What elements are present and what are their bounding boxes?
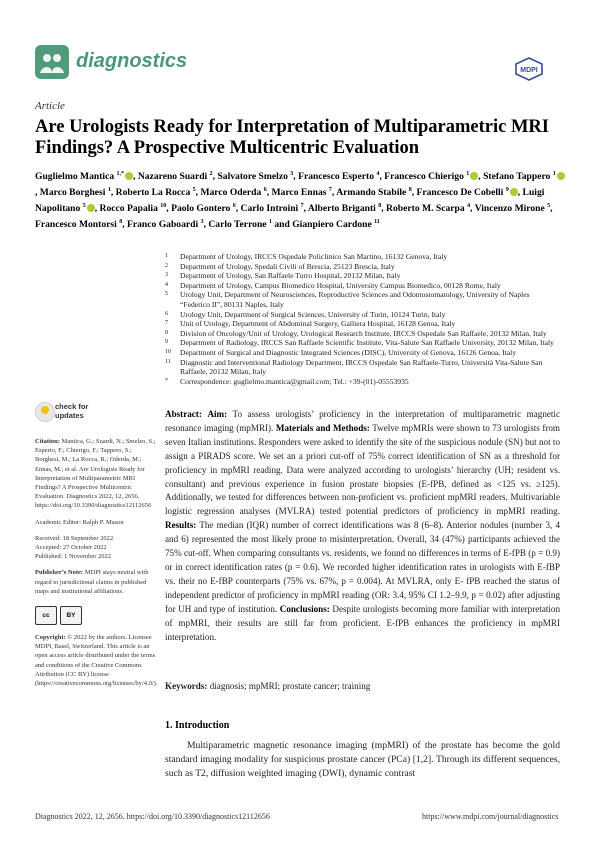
check-for-updates-badge[interactable] — [35, 402, 95, 422]
author — [35, 219, 122, 230]
affiliation-row — [165, 358, 560, 377]
affiliation-number: 5 — [165, 291, 168, 298]
keywords-label: Keywords: — [165, 681, 208, 691]
author-affiliation-marker: 3 — [290, 171, 294, 177]
affiliation-number: 7 — [165, 320, 168, 327]
affiliation-row — [165, 329, 560, 339]
author-name: Vincenzo Mirone — [474, 203, 545, 215]
footer-citation: Diagnostics 2022, 12, 2656. https://doi.org/10.3390/diagnostics12112656 — [35, 812, 270, 821]
cc-icon: cc — [35, 606, 57, 625]
published-date: Published: 1 November 2022 — [35, 553, 112, 561]
check-updates-line1: check for — [55, 402, 89, 411]
affiliation-number: 11 — [165, 358, 171, 365]
author-name: Paolo Gontero — [171, 203, 231, 215]
affiliation-number: 3 — [165, 272, 168, 279]
author — [241, 203, 304, 214]
author-name: Luigi Napolitano — [35, 187, 545, 215]
aim-label: Aim: — [207, 409, 228, 419]
affiliation-text: Correspondence: guglielmo.mantica@gmail.com; Tel.: +39-(01)-05553935 — [180, 376, 409, 386]
author-affiliation-marker: 10 — [160, 202, 167, 209]
results-text: The median (IQR) number of correct identifications was 8 (6–8). Anterior nodules (number 3, 4 and 6) represented the most likely prone to misinterpretation. Overall, 34 (47%) participants achieved the 75% cut-off. When comparing consultants vs. residents, we found no differences in terms of E-fPB (p = 0.9) or in correct identification rates (p = 0.6). We recorded higher identification rates in urologists with E-fBP vs. their no E-fBP counterparts (75% vs. 67%, p = 0.004). At MVLRA, only E- fPB reached the status of independent predictor of proficiency in mpMRI reading (OR: 3.4, 95% CI 1.2–9.9, p = 0.02) after adjusting for UH and type of institution. — [165, 520, 560, 614]
abstract-label: Abstract: — [165, 409, 202, 419]
author-name: Roberto La Rocca — [115, 187, 191, 199]
aim-text: To assess urologists’ proficiency in the interpretation of multiparametric magnetic resonance imaging (mpMRI). — [165, 409, 560, 433]
affiliation-row — [165, 310, 560, 320]
author-affiliation-marker: 7 — [300, 202, 304, 209]
author — [308, 203, 381, 214]
author — [292, 219, 380, 230]
affiliation-row — [165, 348, 560, 358]
conclusions-label: Conclusions: — [279, 603, 330, 614]
author-name: Armando Stabile — [336, 187, 407, 199]
keywords — [165, 680, 560, 693]
affiliation-row — [165, 319, 560, 329]
affiliation-text: Department of Urology, Campus Biomedico Hospital, University Campus Biomedico, 00128 Rome, Italy — [180, 280, 501, 290]
author — [217, 171, 293, 182]
paper-title: Are Urologists Ready for Interpretation of Multiparametric MRI Findings? A Prospective Multicentric Evaluation — [35, 117, 549, 158]
author-list: Guglielmo Mantica $^{1,*}$ , Nazareno Suardi $^2$, Salvatore Smelzo $^3$, Francesco Esperto $^4$, Francesco Chierigo $^1$ , Stefano Tappero $^1$, Marco Borghesi $^1$, Roberto La Rocca $^5$, Marco Oderda $^6$, Marco Ennas $^7$, Armando Stabile $^8$, Francesco De Cobelli $^9$ , Luigi Napolitano $^5$ , Rocco Papalia $^{10}$, Paolo Gontero $^6$, Carlo Introini $^7$, Alberto Briganti $^8$, Roberto M. Scarpa $^4$, Vincenzo Mirone $^5$, Francesco Montorsi $^8$, Franco Gaboardi $^3$, Carlo Terrone $^1$ and Gianpiero Cardone $^{11}$ — [35, 168, 565, 232]
affiliation-row — [165, 252, 560, 262]
author — [208, 219, 272, 230]
author-name: Marco Oderda — [200, 187, 262, 199]
author-affiliation-marker: 1 — [107, 186, 111, 193]
check-updates-icon — [35, 402, 55, 422]
publisher-note-label: Publisher’s Note: — [35, 569, 84, 577]
author — [336, 187, 412, 198]
mdpi-logo — [514, 57, 544, 81]
affiliation-text: Department of Surgical and Diagnostic Integrated Sciences (DISC), University of Genova, 16126 Genoa, Italy — [180, 347, 517, 357]
author-name: Francesco De Cobelli — [416, 187, 504, 199]
author-name: Franco Gaboardi — [127, 219, 199, 231]
author-name: Francesco Chierigo — [384, 171, 464, 183]
keywords-text: diagnosis; mpMRI; prostate cancer; training — [209, 681, 371, 691]
author — [100, 203, 167, 214]
affiliations — [165, 252, 560, 386]
cc-by-license-icon[interactable] — [35, 606, 157, 625]
author-affiliation-marker: 11 — [374, 218, 380, 225]
author-affiliation-marker: 5 — [547, 202, 551, 209]
copyright-label: Copyright: — [35, 634, 66, 642]
author-name: Nazareno Suardi — [137, 171, 208, 183]
author-name: Stefano Tappero — [483, 171, 551, 183]
author-affiliation-marker: 3 — [200, 218, 204, 225]
affiliation-number: 10 — [165, 348, 171, 355]
orcid-icon[interactable] — [510, 188, 518, 196]
author — [416, 187, 517, 198]
section-heading: 1. Introduction — [165, 720, 230, 731]
article-type: Article — [35, 100, 65, 112]
citation-text: Mantica, G.; Suardi, N.; Smelzo, S.; Esperto, F.; Chierigo, F.; Tappero, S.; Borghesi, M.; La Rocca, R.; Oderda, M.; Ennas, M.; et al. Are Urologists Ready for Interpretation of Multiparametric MRI Findings? A Prospective Multicentric Evaluation. Diagnostics 2022, 12, 2656. https://doi.org/10.3390/diagnostics12112656 — [35, 438, 156, 510]
author-affiliation-marker: 2 — [209, 171, 213, 177]
citation-label: Citation: — [35, 438, 60, 445]
affiliation-text: Department of Radiology, IRCCS San Raffaele Scientific Institute, Vita-Salute San Raffaele University, 20132 Milan, Italy — [180, 338, 554, 348]
author-name: Roberto M. Scarpa — [386, 203, 465, 215]
author-affiliation-marker: 4 — [467, 202, 471, 209]
author-name: Francesco Montorsi — [35, 219, 117, 231]
author — [272, 187, 332, 198]
affiliation-text: Department of Urology, San Raffaele Turro Hospital, 20132 Milan, Italy — [180, 271, 401, 281]
author-affiliation-marker: 1 — [552, 171, 556, 177]
author-affiliation-marker: 1 — [466, 171, 470, 177]
publisher-note-text: MDPI stays neutral with regard to jurisdictional claims in published maps and institutional affiliations. — [35, 569, 149, 595]
author — [384, 171, 478, 182]
affiliation-number: 1 — [165, 253, 168, 259]
author — [40, 187, 111, 198]
orcid-icon[interactable] — [470, 172, 478, 180]
author — [386, 203, 470, 214]
affiliation-number: 9 — [165, 339, 168, 346]
by-icon: BY — [60, 606, 82, 625]
author-name: Rocco Papalia — [99, 203, 158, 215]
copyright-text: © 2022 by the authors. Licensee MDPI, Basel, Switzerland. This article is an open access article distributed under the terms and conditions of the Creative Commons Attribution (CC BY) license (https://creativecommons.org/licenses/by/4.0/). — [35, 634, 158, 688]
author-affiliation-marker: 6 — [263, 186, 267, 193]
abstract — [165, 408, 560, 644]
author-affiliation-marker: 8 — [378, 202, 382, 209]
affiliation-row — [165, 377, 560, 387]
publisher-note — [35, 568, 157, 596]
introduction-paragraph: Multiparametric magnetic resonance imaging (mpMRI) of the prostate has become the gold standard imaging modality for suspicious prostate cancer (PCa) [1,2]. Through its different sequences, such as T2, diffusion weighted imaging (DWI), dynamic contrast — [165, 740, 560, 779]
author — [127, 219, 204, 230]
footer-journal-link[interactable]: https://www.mdpi.com/journal/diagnostics — [422, 812, 559, 821]
orcid-icon[interactable] — [557, 172, 565, 180]
affiliation-text: Urology Unit, Department of Neurosciences, Reproductive Sciences and Odontostomatology, University of Naples “Federico II”, 80131 Naples, Italy — [180, 290, 530, 309]
journal-name: diagnostics — [76, 50, 188, 72]
methods-text: Twelve mpMRIs were shown to 73 urologists from seven Italian institutions. Responders were asked to identify the site of the suspicious nodule (SN) but not to assign a PIRADS score. We set an a priori cut-off of 75% correct identification of SN as a threshold for proficiency in mpMRI reading. Data were analyzed according to urologists’ hierarchy (UH; resident vs. consultant) and previous experience in fusion prostate biopsies (E-fPB, defined as <125 vs. ≥125). Additionally, we tested for differences between non-proficient vs. proficient mpMRI readers. Multivariable logistic regression analyses (MVLRA) tested potential predictors of proficiency in mpMRI reading. — [165, 422, 560, 517]
author-name: Guglielmo Mantica — [35, 171, 115, 183]
affiliation-row — [165, 290, 560, 309]
author-affiliation-marker: 5 — [192, 186, 196, 193]
orcid-icon[interactable] — [125, 172, 133, 180]
accepted-date: Accepted: 27 October 2022 — [35, 544, 107, 552]
results-label: Results: — [165, 520, 197, 531]
author-affiliation-marker: 7 — [328, 186, 332, 193]
affiliation-row — [165, 338, 560, 348]
author — [483, 171, 565, 182]
author — [35, 171, 133, 182]
academic-editor: Academic Editor: Ralph P. Mason — [35, 518, 124, 526]
author-name: Marco Borghesi — [39, 187, 106, 199]
orcid-icon[interactable] — [87, 204, 95, 212]
affiliation-text: Division of Oncology/Unit of Urology, Urological Research Institute, IRCCS Ospedale San Raffaele, 20132 Milan, Italy — [180, 328, 547, 338]
author — [475, 203, 550, 214]
author-affiliation-marker: 8 — [408, 186, 412, 193]
affiliation-text: Department of Urology, IRCCS Ospedale Policlinico San Martino, 16132 Genova, Italy — [180, 252, 448, 261]
article-info-sidebar — [35, 437, 157, 695]
affiliation-number: * — [165, 377, 168, 384]
affiliation-row — [165, 271, 560, 281]
author-name: Alberto Briganti — [307, 203, 376, 215]
affiliation-number: 2 — [165, 262, 168, 269]
copyright — [35, 633, 157, 688]
publisher-label: MDPI — [520, 67, 538, 74]
author — [298, 171, 379, 182]
affiliation-number: 8 — [165, 329, 168, 336]
received-date: Received: 18 September 2022 — [35, 534, 114, 542]
author-affiliation-marker: 1,* — [116, 171, 125, 177]
methods-label: Materials and Methods: — [275, 422, 370, 433]
author-name: Francesco Esperto — [298, 171, 375, 183]
affiliation-number: 6 — [165, 310, 168, 317]
author — [171, 203, 236, 214]
author-name: Carlo Introini — [240, 203, 299, 215]
author-affiliation-marker: 1 — [268, 218, 272, 225]
affiliation-text: Urology Unit, Department of Surgical Sciences, University of Turin, 10124 Turin, Italy — [180, 309, 446, 319]
affiliation-text: Diagnostic and Interventional Radiology Department, IRCCS Ospedale San Raffaele-Turro, Università Vita-Salute San Raffaele, 20132 Milan, Italy — [180, 357, 543, 377]
affiliation-number: 4 — [165, 281, 168, 288]
author-affiliation-marker: 6 — [232, 202, 236, 209]
author-name: Gianpiero Cardone — [292, 219, 372, 231]
author-name: Salvatore Smelzo — [217, 171, 288, 183]
author-affiliation-marker: 9 — [505, 186, 509, 193]
check-updates-line2: updates — [55, 411, 84, 420]
affiliation-text: Unit of Urology, Department of Abdominal Surgery, Galliera Hospital, 16128 Genoa, Italy — [180, 319, 456, 329]
author-affiliation-marker: 8 — [119, 218, 123, 225]
conclusions-text: Despite urologists becoming more familiar with interpretation of mpMRI, their results are still far from proficient. E-fPB enhances the proficiency in mpMRI interpretation. — [165, 603, 561, 642]
author-name: Carlo Terrone — [208, 219, 267, 231]
author-affiliation-marker: 4 — [376, 171, 380, 177]
author-affiliation-marker: 5 — [82, 202, 86, 209]
journal-logo — [35, 45, 69, 79]
author-name: Marco Ennas — [271, 187, 327, 199]
affiliation-row — [165, 262, 560, 272]
affiliation-text: Department of Urology, Spedali Civili of Brescia, 25123 Brescia, Italy — [180, 261, 395, 271]
citation — [35, 437, 157, 511]
author — [116, 187, 196, 198]
affiliation-row — [165, 281, 560, 291]
author — [138, 171, 213, 182]
author — [200, 187, 266, 198]
